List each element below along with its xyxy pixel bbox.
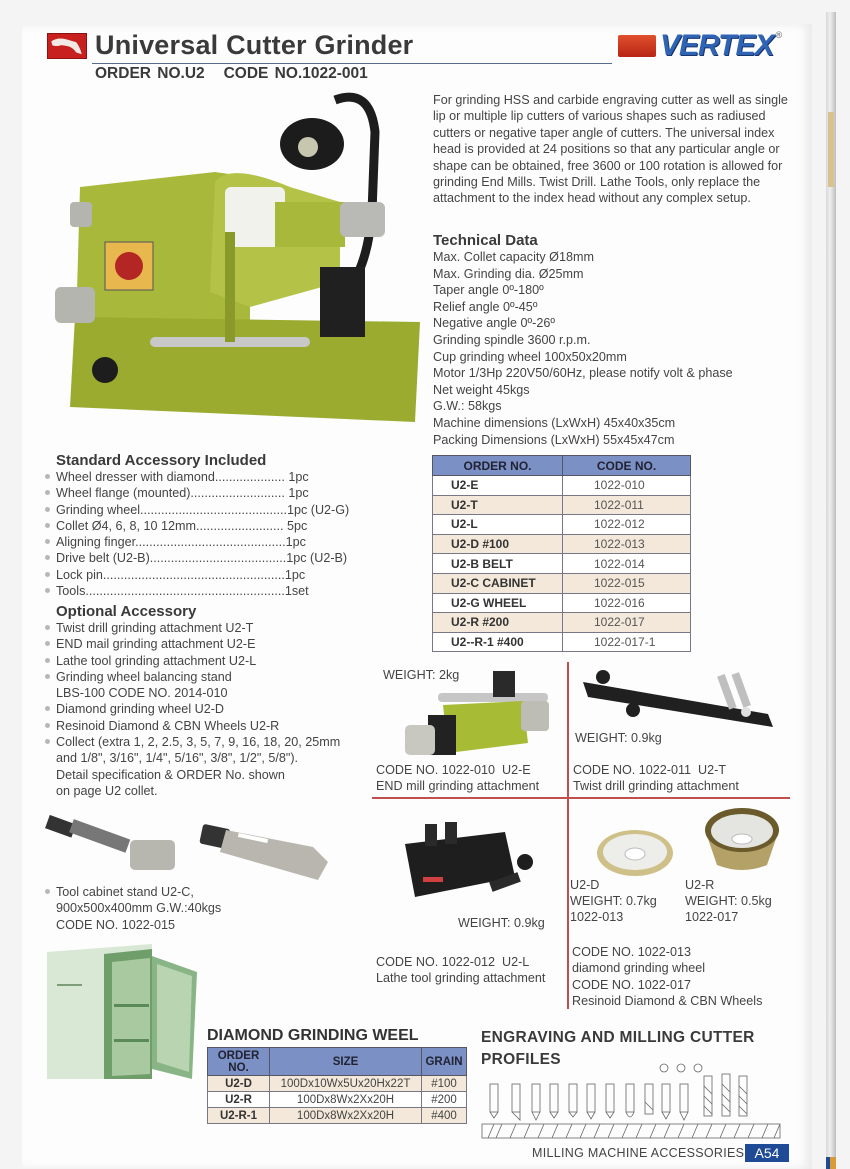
u2l-description: Lathe tool grinding attachment	[376, 971, 546, 985]
index-tab	[828, 112, 834, 187]
code-no: 1022-013	[563, 534, 691, 554]
technical-data-list	[433, 249, 733, 448]
brand-eagle-icon	[618, 35, 656, 57]
cutter-profiles-diagram	[480, 1062, 790, 1140]
u2t-weight: WEIGHT: 0.9kg	[575, 731, 662, 745]
u2t-description: Twist drill grinding attachment	[573, 779, 739, 793]
end-mill-attachment-image	[403, 665, 558, 760]
list-item-continuation: on page U2 collet.	[56, 783, 158, 798]
table-row	[208, 1108, 467, 1124]
footer-section-label: MILLING MACHINE ACCESSORIES	[532, 1146, 745, 1160]
wheel-caption: Resinoid Diamond & CBN Wheels	[572, 994, 763, 1008]
size: 100Dx10Wx5Ux20Hx22T	[270, 1076, 422, 1092]
index-tab	[830, 1157, 836, 1169]
cbn-cup-wheel-image	[702, 805, 782, 875]
list-item-continuation: LBS-100 CODE NO. 2014-010	[56, 686, 228, 701]
size: 100Dx8Wx2Xx20H	[270, 1108, 422, 1124]
list-item: END mail grinding attachment U2-E	[44, 636, 340, 652]
grain: #200	[422, 1092, 467, 1108]
table-row	[433, 495, 691, 515]
heading-line: ENGRAVING AND MILLING CUTTER	[481, 1029, 755, 1046]
universal-cutter-grinder-image	[50, 92, 420, 432]
tool-cabinet-image	[42, 944, 202, 1079]
cabinet-stand-info	[44, 884, 221, 933]
list-item: Aligning finger...........................................1pc	[44, 534, 349, 550]
table-row	[433, 515, 691, 535]
page-title: Universal Cutter Grinder	[95, 30, 414, 60]
tech-item: Motor 1/3Hp 220V50/60Hz, please notify volt & phase	[433, 366, 733, 381]
brand-name: VERTEX	[660, 29, 774, 62]
u2r-weight: WEIGHT: 0.5kg	[685, 894, 772, 908]
wheel-caption: diamond grinding wheel	[572, 961, 706, 975]
order-no: U2-E	[433, 476, 563, 496]
list-item: Collet Ø4, 6, 8, 10 12mm......................... 5pc	[44, 518, 349, 534]
u2d-code: 1022-013	[570, 910, 624, 924]
u2r-name: U2-R	[685, 878, 715, 892]
panel-divider	[372, 797, 790, 799]
list-item: Wheel flange (mounted)........................... 1pc	[44, 485, 349, 501]
wheel-caption: CODE NO. 1022-017	[572, 978, 691, 992]
order-no: U2-R #200	[433, 613, 563, 633]
u2l-code: CODE NO. 1022-012 U2-L	[376, 955, 530, 969]
standard-accessory-list	[44, 469, 349, 599]
table-row	[208, 1092, 467, 1108]
brand-logo	[618, 30, 782, 62]
order-no: U2-T	[433, 495, 563, 515]
column-header-grain: GRAIN	[422, 1048, 467, 1076]
table-row	[433, 613, 691, 633]
list-item-continuation: CODE NO. 1022-015	[56, 917, 175, 932]
u2r-code: 1022-017	[685, 910, 739, 924]
tech-item: Max. Grinding dia. Ø25mm	[433, 266, 584, 281]
heading-line: PROFILES	[481, 1051, 561, 1068]
u2e-weight: WEIGHT: 2kg	[383, 668, 460, 682]
list-item: Tool cabinet stand U2-C,	[44, 884, 221, 900]
table-row	[433, 573, 691, 593]
list-item-continuation: Detail specification & ORDER No. shown	[56, 767, 285, 782]
column-header-code: CODE NO.	[563, 456, 691, 476]
code-no: 1022-011	[563, 495, 691, 515]
page-edge	[826, 12, 836, 1169]
order-no: U2-R	[208, 1092, 270, 1108]
eagle-logo-icon	[47, 33, 87, 59]
u2l-weight: WEIGHT: 0.9kg	[458, 916, 545, 930]
collet-chuck-image	[45, 815, 180, 875]
grain: #400	[422, 1108, 467, 1124]
diamond-wheel-image	[595, 828, 675, 878]
list-item: Lock pin....................................................1pc	[44, 567, 349, 583]
diamond-grinding-wheel-heading: DIAMOND GRINDING WEEL	[207, 1027, 419, 1044]
order-no: U2-B BELT	[433, 554, 563, 574]
code-no: 1022-014	[563, 554, 691, 574]
code-no: 1022-015	[563, 573, 691, 593]
list-item: Wheel dresser with diamond.................... 1pc	[44, 469, 349, 485]
tech-item: Taper angle 0º-180º	[433, 283, 544, 298]
table-row	[433, 593, 691, 613]
list-item-continuation: 900x500x400mm G.W.:40kgs	[56, 901, 222, 916]
lathe-tool-attachment-image	[395, 822, 545, 910]
column-header-size: SIZE	[270, 1048, 422, 1076]
u2t-code: CODE NO. 1022-011 U2-T	[573, 763, 727, 777]
order-no: U2-D #100	[433, 534, 563, 554]
tech-item: Machine dimensions (LxWxH) 45x40x35cm	[433, 415, 676, 430]
page-number-badge: A54	[745, 1144, 789, 1162]
code-no: 1022-010	[563, 476, 691, 496]
wheel-caption: CODE NO. 1022-013	[572, 945, 691, 959]
product-description: For grinding HSS and carbide engraving cutter as well as single lip or multiple lip cutters of various shapes such as radiused cutters or negative taper angle of cutters. The universal index head is provided at 24 positions so that any particular angle or shape can be obtained, free 3600 or 100 rotation is allowed for grinding End Mills. Twist Drill. Lathe Tools, only replace the attachment to the index head without any complex setup.	[433, 93, 788, 206]
list-item: Tools.........................................................1set	[44, 583, 349, 599]
code-no: 1022-017-1	[563, 632, 691, 652]
u2e-code: CODE NO. 1022-010 U2-E	[376, 763, 531, 777]
table-row	[433, 476, 691, 496]
order-no: U2-D	[208, 1076, 270, 1092]
tech-item: Relief angle 0º-45º	[433, 299, 538, 314]
list-item: Diamond grinding wheel U2-D	[44, 701, 340, 717]
list-item: Collect (extra 1, 2, 2.5, 3, 5, 7, 9, 16, 18, 20, 25mm	[44, 734, 340, 750]
table-row	[433, 534, 691, 554]
standard-accessory-heading: Standard Accessory Included	[56, 452, 267, 469]
tech-item: Grinding spindle 3600 r.p.m.	[433, 332, 591, 347]
table-row	[433, 632, 691, 652]
table-row	[208, 1076, 467, 1092]
code-no: 1022-016	[563, 593, 691, 613]
spring-collet-image	[198, 822, 333, 884]
diamond-wheel-table	[207, 1047, 467, 1124]
tech-item: Net weight 45kgs	[433, 382, 530, 397]
tech-item: Cup grinding wheel 100x50x20mm	[433, 349, 627, 364]
order-code-subtitle: ORDER NO.U2 CODE NO.1022-001	[95, 65, 368, 82]
optional-accessory-list	[44, 620, 340, 799]
u2e-description: END mill grinding attachment	[376, 779, 540, 793]
tech-item: G.W.: 58kgs	[433, 399, 502, 414]
order-code-table	[432, 455, 691, 652]
tech-item: Negative angle 0º-26º	[433, 316, 555, 331]
list-item: Grinding wheel balancing stand	[44, 669, 340, 685]
registered-mark: ®	[775, 30, 783, 40]
column-header-order: ORDER NO.	[433, 456, 563, 476]
optional-accessory-heading: Optional Accessory	[56, 603, 197, 620]
list-item: Lathe tool grinding attachment U2-L	[44, 653, 340, 669]
order-no: U2-R-1	[208, 1108, 270, 1124]
tech-item: Max. Collet capacity Ø18mm	[433, 250, 594, 264]
order-no: U2-C CABINET	[433, 573, 563, 593]
panel-divider	[567, 799, 569, 1009]
list-item: Resinoid Diamond & CBN Wheels U2-R	[44, 718, 340, 734]
tech-item: Packing Dimensions (LxWxH) 55x45x47cm	[433, 432, 675, 447]
u2d-weight: WEIGHT: 0.7kg	[570, 894, 657, 908]
list-item: Drive belt (U2-B).......................................1pc (U2-B)	[44, 550, 349, 566]
list-item: Grinding wheel..........................................1pc (U2-G)	[44, 502, 349, 518]
title-divider	[92, 63, 612, 64]
u2d-name: U2-D	[570, 878, 600, 892]
table-row	[433, 554, 691, 574]
order-no: U2-G WHEEL	[433, 593, 563, 613]
code-no: 1022-017	[563, 613, 691, 633]
size: 100Dx8Wx2Xx20H	[270, 1092, 422, 1108]
list-item: Twist drill grinding attachment U2-T	[44, 620, 340, 636]
order-no: U2--R-1 #400	[433, 632, 563, 652]
twist-drill-attachment-image	[578, 662, 788, 737]
panel-divider	[567, 662, 569, 797]
technical-data-heading: Technical Data	[433, 232, 538, 249]
grain: #100	[422, 1076, 467, 1092]
order-no: U2-L	[433, 515, 563, 535]
code-no: 1022-012	[563, 515, 691, 535]
list-item-continuation: and 1/8", 3/16", 1/4", 5/16", 3/8", 1/2", 5/8").	[56, 751, 299, 766]
column-header-order: ORDER NO.	[208, 1048, 270, 1076]
